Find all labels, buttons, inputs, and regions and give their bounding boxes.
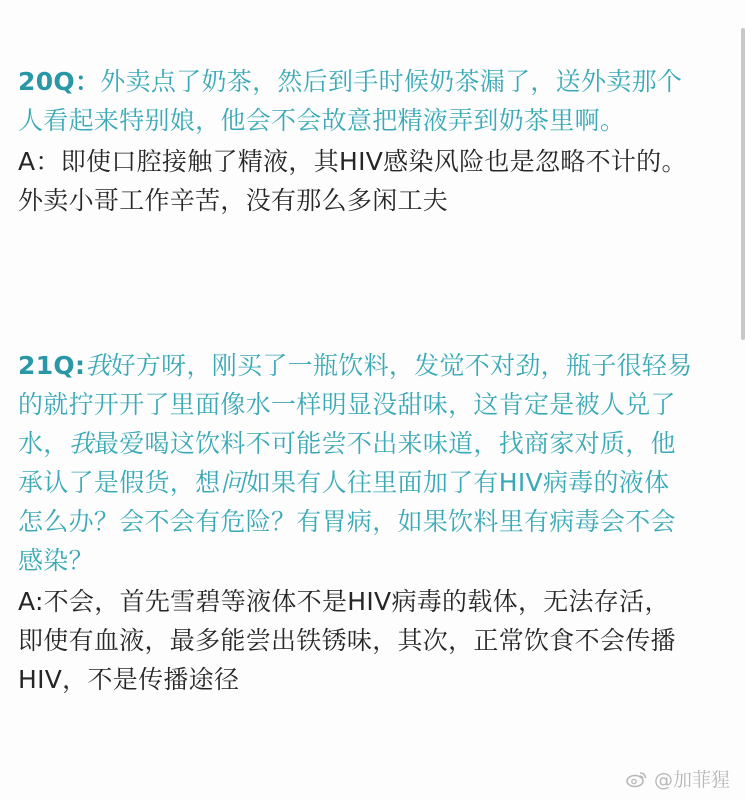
answer-line: 外卖小哥工作辛苦，没有那么多闲工夫 [18, 186, 449, 215]
question-text: 好方呀，刚买了一瓶饮料，发觉不对劲，瓶子很轻易 [110, 351, 693, 380]
question-text-emphasis: 我 [68, 429, 94, 458]
question-line [18, 62, 728, 101]
question-number: 20Q [18, 67, 75, 96]
question-text: 承认了是假货，想 [18, 468, 221, 497]
question-line: 的就拧开开了里面像水一样明显没甜味，这肯定是被人兑了 [18, 390, 676, 419]
answer-line: HIV，不是传播途径 [18, 665, 240, 694]
question-line: 怎么办？会不会有危险？有胃病，如果饮料里有病毒会不会 [18, 507, 676, 536]
weibo-icon [626, 770, 648, 788]
scrollbar[interactable] [740, 0, 746, 800]
question-text-emphasis: 问 [220, 468, 246, 497]
question-line: 人看起来特别娘，他会不会故意把精液弄到奶茶里啊。 [18, 106, 626, 135]
answer-line: 即使有血液，最多能尝出铁锈味，其次，正常饮食不会传播 [18, 626, 676, 655]
question-separator: ： [74, 67, 101, 96]
watermark-text: @加菲猩 [653, 769, 730, 791]
question-text-emphasis: 我 [85, 351, 111, 380]
question-line [18, 424, 728, 463]
watermark [626, 765, 730, 792]
question-text: 最爱喝这饮料不可能尝不出来味道，找商家对质，他 [93, 429, 676, 458]
question-number: 21Q: [18, 351, 86, 380]
question-line [18, 346, 728, 385]
qa-item-21 [18, 346, 728, 699]
question-line [18, 463, 728, 502]
answer-line: A:不会，首先雪碧等液体不是HIV病毒的载体，无法存活， [18, 587, 670, 616]
scrollbar-thumb[interactable] [741, 28, 745, 340]
question-text: 水， [18, 429, 69, 458]
question-text: 外卖点了奶茶，然后到手时候奶茶漏了，送外卖那个 [100, 67, 683, 96]
question-text: 如果有人往里面加了有HIV病毒的液体 [245, 468, 670, 497]
question-line: 感染？ [18, 546, 94, 575]
answer-line: A：即使口腔接触了精液，其HIV感染风险也是忽略不计的。 [18, 147, 687, 176]
qa-item-20 [18, 62, 728, 220]
